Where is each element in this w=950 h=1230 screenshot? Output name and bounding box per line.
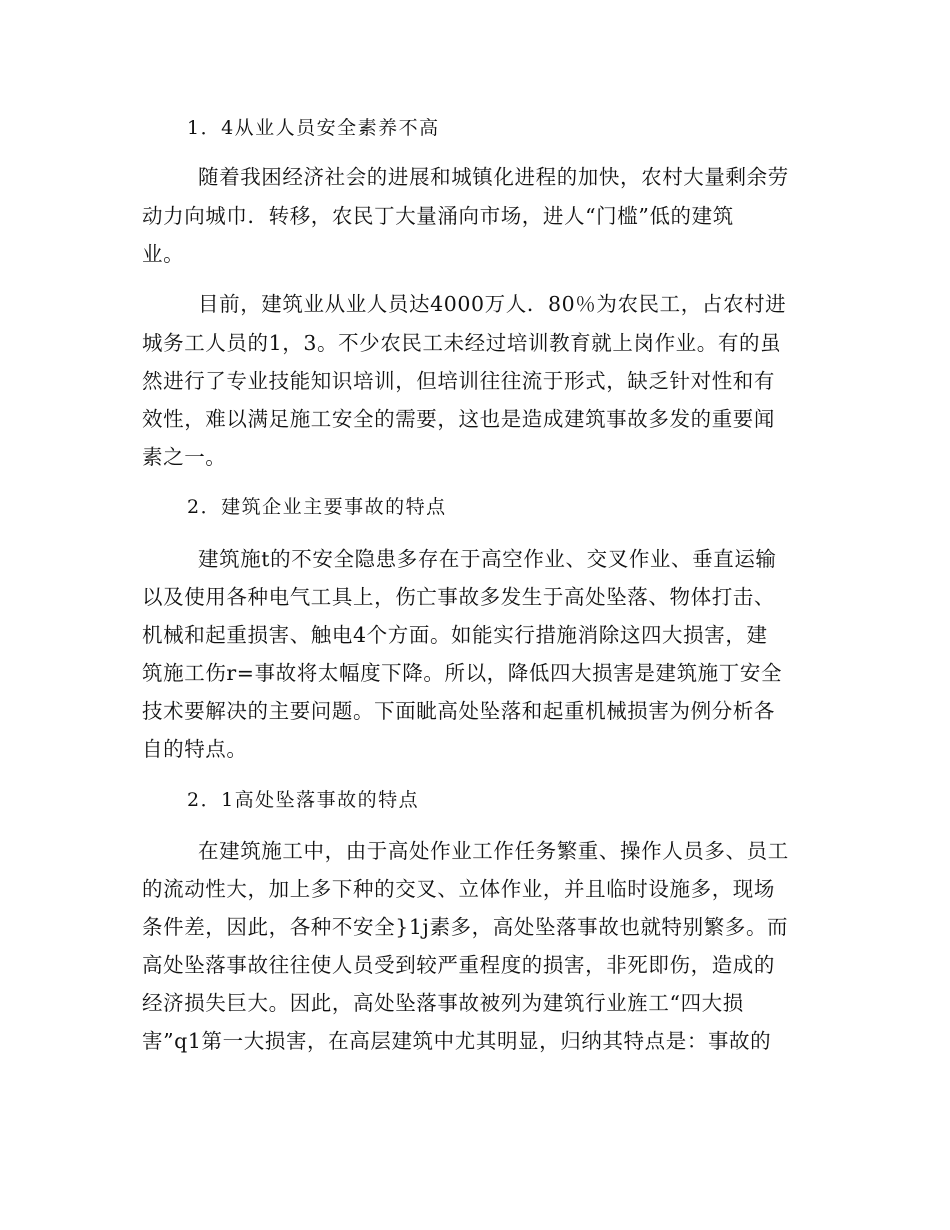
paragraph-line: 自的特点。 [142,737,248,761]
paragraph-line: 的流动性大，加上多下种的交叉、立体作业，并且临时设施多，现场 [142,877,775,901]
paragraph-line: 城务工人员的1，3。不少农民工未经过培训教育就上岗作业。有的虽 [142,331,782,355]
paragraph-line: 筑施工伤r=事故将太幅度下降。所以，降低四大损害是建筑施丁安全 [142,661,783,685]
paragraph-line: 随着我困经济社会的进展和城镇化进程的加快，农村大量剩余劳 [198,165,789,189]
section-heading-2-1: 2．1高处坠落事故的特点 [187,789,420,811]
paragraph-line: 在建筑施工中，由于高处作业工作任务繁重、操作人员多、员工 [198,839,789,863]
paragraph-line: 素之一。 [142,445,227,469]
paragraph-line: 建筑施t的不安全隐患多存在于高空作业、交叉作业、垂直运输 [198,547,777,571]
paragraph-line: 动力向城巾．转移，农民丁大量涌向市场，进人“门槛”低的建筑 [142,204,734,228]
paragraph-line: 技术要解决的主要问题。下面眦高处坠落和起重机械损害为例分析各 [142,699,775,723]
paragraph-line: 目前，建筑业从业人员达4000万人．80％为农民工，占农村进 [198,292,787,316]
paragraph-line: 以及使用各种电气工具上，伤亡事故多发生于高处坠落、物体打击、 [142,585,775,609]
paragraph-line: 害”q1第一大损害，在高层建筑中尤其明显，归纳其特点是：事故的 [142,1029,772,1053]
section-heading-1-4: 1．4从业人员安全素养不高 [187,117,440,139]
paragraph-line: 然进行了专业技能知识培训，但培训往往流于形式，缺乏针对性和有 [142,369,775,393]
paragraph-line: 经济损失巨大。因此，高处坠落事故被列为建筑行业旌工“四大损 [142,991,744,1015]
paragraph-line: 业。 [142,242,185,266]
section-heading-2: 2．建筑企业主要事故的特点 [187,496,447,518]
paragraph-line: 机械和起重损害、触电4个方面。如能实行措施消除这四大损害，建 [142,623,768,647]
paragraph-line: 条件差，因此，各种不安全}1j素多，高处坠落事故也就特别繁多。而 [142,915,789,939]
paragraph-line: 高处坠落事故往往使人员受到较严重程度的损害，非死即伤，造成的 [142,953,775,977]
paragraph-line: 效性，难以满足施工安全的需要，这也是造成建筑事故多发的重要闻 [142,407,775,431]
